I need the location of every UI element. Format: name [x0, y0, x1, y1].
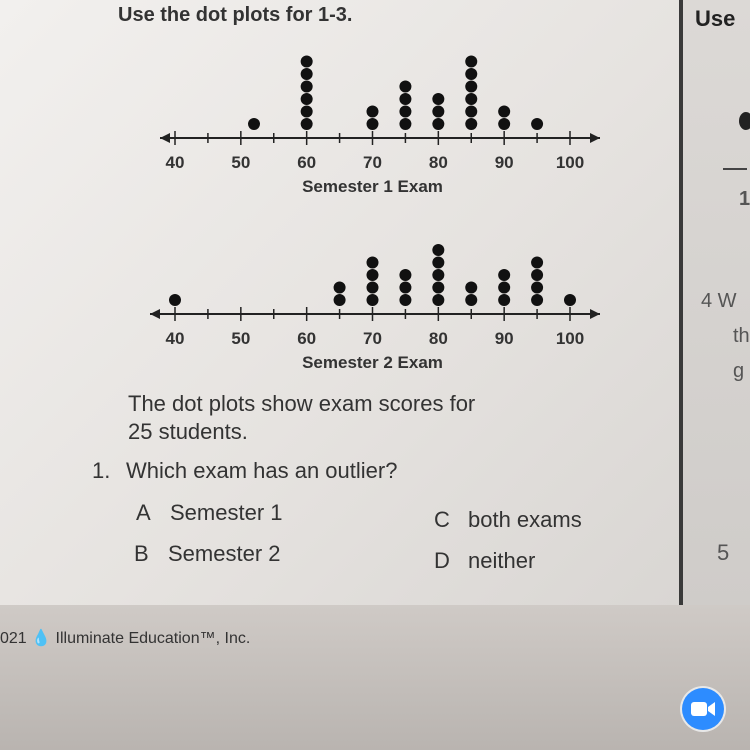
data-dot	[564, 294, 576, 306]
data-dot	[531, 294, 543, 306]
copyright-year: 021	[0, 630, 32, 647]
choice-letter: D	[434, 548, 450, 573]
axis-arrow-left	[160, 133, 170, 143]
illuminate-logo-icon: 💧	[31, 630, 52, 647]
data-dot	[465, 93, 477, 105]
zoom-video-button[interactable]	[682, 688, 724, 730]
data-dot	[465, 81, 477, 93]
axis-arrow-right	[590, 309, 600, 319]
data-dot	[301, 106, 313, 118]
data-dot	[367, 106, 379, 118]
data-dot	[334, 282, 346, 294]
tick-label: 40	[165, 329, 185, 348]
dot-plot-semester-1	[140, 40, 620, 210]
choice-letter: A	[136, 500, 151, 525]
choice-a[interactable]	[136, 500, 283, 526]
data-dot	[334, 294, 346, 306]
question-number: 1.	[92, 458, 111, 483]
data-dot	[465, 282, 477, 294]
data-dot	[432, 257, 444, 269]
tick-label: 60	[297, 329, 317, 348]
tick-label: 80	[428, 153, 448, 172]
data-dot	[399, 269, 411, 281]
data-dot	[399, 106, 411, 118]
data-dot	[301, 93, 313, 105]
tick-label: 100	[555, 153, 585, 172]
question-5-number: 5	[717, 540, 730, 565]
data-dot	[432, 106, 444, 118]
data-dot	[432, 269, 444, 281]
next-page-heading: Use	[695, 6, 736, 31]
data-dot	[367, 269, 379, 281]
choice-label: Semester 1	[170, 500, 283, 525]
next-page-axis	[723, 168, 747, 170]
dot-plot-semester-2	[140, 210, 620, 385]
data-dot	[498, 294, 510, 306]
data-dot	[399, 118, 411, 130]
data-dot	[498, 269, 510, 281]
next-page-dot	[739, 112, 750, 130]
data-dot	[531, 118, 543, 130]
data-dot	[301, 68, 313, 80]
data-dot	[432, 244, 444, 256]
axis-title: Semester 2 Exam	[302, 353, 443, 372]
choice-letter: C	[434, 507, 450, 532]
question-4-line2: th	[733, 325, 750, 347]
axis-title: Semester 1 Exam	[302, 177, 443, 196]
choice-letter: B	[134, 541, 149, 566]
intro-line-2: 25 students.	[128, 419, 248, 444]
next-page-tick: 1	[739, 188, 750, 210]
problem-intro	[128, 390, 568, 446]
data-dot	[432, 118, 444, 130]
data-dot	[367, 282, 379, 294]
data-dot	[399, 294, 411, 306]
data-dot	[301, 118, 313, 130]
data-dot	[498, 106, 510, 118]
data-dot	[301, 81, 313, 93]
choice-label: both exams	[468, 507, 582, 532]
data-dot	[399, 81, 411, 93]
data-dot	[432, 282, 444, 294]
data-dot	[531, 257, 543, 269]
tick-label: 90	[494, 153, 514, 172]
data-dot	[465, 68, 477, 80]
tick-label: 50	[231, 153, 251, 172]
data-dot	[531, 282, 543, 294]
tick-label: 60	[297, 153, 317, 172]
tick-label: 80	[428, 329, 448, 348]
tick-label: 50	[231, 329, 251, 348]
question-text: Which exam has an outlier?	[126, 458, 398, 483]
question-4-line3: g	[733, 360, 745, 382]
data-dot	[432, 294, 444, 306]
data-dot	[498, 118, 510, 130]
data-dot	[301, 56, 313, 68]
copyright-footer	[0, 628, 250, 648]
choice-label: Semester 2	[168, 541, 281, 566]
instructions-heading: Use the dot plots for 1-3.	[118, 4, 353, 26]
axis-arrow-right	[590, 133, 600, 143]
video-camera-icon	[690, 700, 716, 718]
next-page-fragment	[683, 0, 750, 605]
tick-label: 40	[165, 153, 185, 172]
data-dot	[498, 282, 510, 294]
choice-b[interactable]	[134, 541, 281, 567]
tick-label: 100	[555, 329, 585, 348]
data-dot	[465, 294, 477, 306]
page-bottom-margin	[0, 605, 750, 750]
tick-label: 70	[363, 329, 382, 348]
data-dot	[531, 269, 543, 281]
data-dot	[432, 93, 444, 105]
data-dot	[367, 294, 379, 306]
choice-c[interactable]	[434, 507, 582, 533]
tick-label: 70	[363, 153, 382, 172]
data-dot	[465, 56, 477, 68]
choice-label: neither	[468, 548, 536, 573]
copyright-text: Illuminate Education™, Inc.	[55, 630, 251, 647]
data-dot	[367, 257, 379, 269]
tick-label: 90	[494, 329, 514, 348]
data-dot	[399, 282, 411, 294]
question-4-fragment: 4 W	[701, 290, 737, 312]
data-dot	[169, 294, 181, 306]
data-dot	[399, 93, 411, 105]
data-dot	[465, 106, 477, 118]
data-dot	[248, 118, 260, 130]
axis-arrow-left	[150, 309, 160, 319]
intro-line-1: The dot plots show exam scores for	[128, 391, 476, 416]
data-dot	[465, 118, 477, 130]
choice-d[interactable]	[434, 548, 535, 574]
data-dot	[367, 118, 379, 130]
